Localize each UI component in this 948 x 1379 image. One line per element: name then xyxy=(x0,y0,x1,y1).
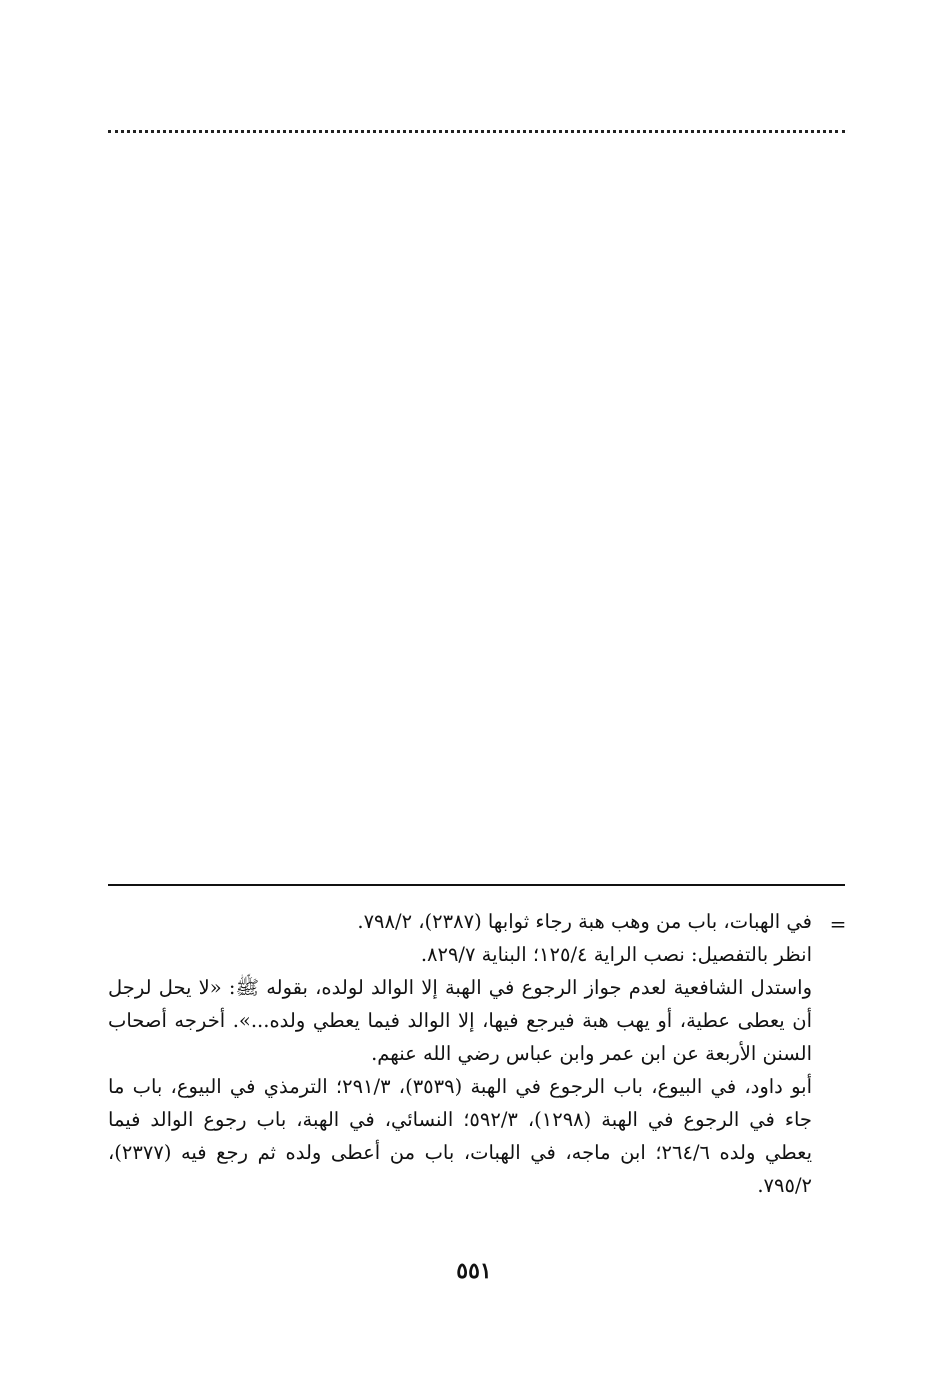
footnote-line: انظر بالتفصيل: نصب الراية ١٢٥/٤؛ البناية ٨٢٩/٧. xyxy=(420,943,812,966)
footnote-paragraph: أبو داود، في البيوع، باب الرجوع في الهبة (٣٥٣٩)، ٢٩١/٣؛ الترمذي في البيوع، باب ما جاء في الرجوع في الهبة (١٢٩٨)، ٥٩٢/٣؛ النسائي، في الهبة، باب رجوع الوالد فيما يعطي ولده ٢٦٤/٦؛ ابن ماجه، في الهبات، باب من أعطى ولده ثم رجع فيه (٢٣٧٧)، ٧٩٥/٢. xyxy=(108,1075,812,1197)
footnote-line: في الهبات، باب من وهب هبة رجاء ثوابها (٢٣٨٧)، ٧٩٨/٢. xyxy=(357,910,812,933)
footnotes-block xyxy=(108,905,812,1202)
dotted-separator xyxy=(108,130,845,133)
footnote-paragraph: واستدل الشافعية لعدم جواز الرجوع في الهبة إلا الوالد لولده، بقوله ﷺ: «لا يحل لرجل أن يعطى عطية، أو يهب هبة فيرجع فيها، إلا الوالد فيما يعطي ولده...». أخرجه أصحاب السنن الأربعة عن ابن عمر وابن عباس رضي الله عنهم. xyxy=(108,976,812,1065)
page-number: ٥٥١ xyxy=(456,1258,492,1284)
continuation-mark: = xyxy=(829,912,847,936)
footnote-separator xyxy=(108,884,845,886)
